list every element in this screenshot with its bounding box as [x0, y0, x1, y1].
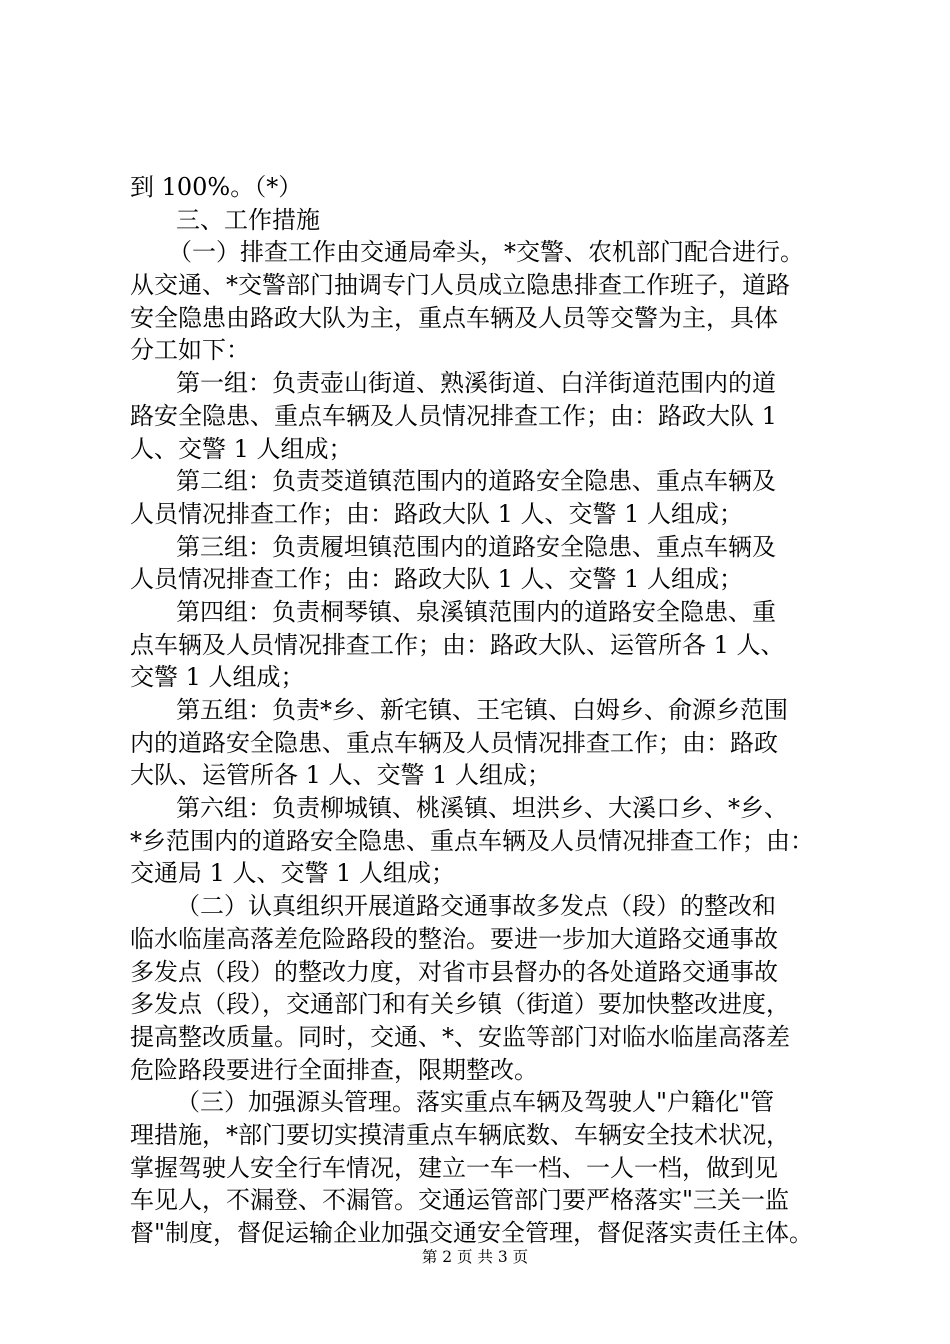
text-line: 车见人，不漏登、不漏管。交通运管部门要严格落实"三关一监 [130, 1186, 790, 1215]
paragraph-start: 第二组：负责茭道镇范围内的道路安全隐患、重点车辆及 [176, 467, 776, 496]
section-heading: 三、工作措施 [176, 205, 320, 234]
paragraph-start: 第一组：负责壶山街道、熟溪街道、白洋街道范围内的道 [176, 369, 776, 398]
text-line: 交通局 1 人、交警 1 人组成； [130, 859, 456, 888]
paragraph-start: （三）加强源头管理。落实重点车辆及驾驶人"户籍化"管 [176, 1088, 775, 1117]
text-line: 多发点（段）的整改力度，对省市县督办的各处道路交通事故 [130, 957, 778, 986]
text-line: 到 100%。（*） [130, 173, 303, 201]
text-line: 从交通、*交警部门抽调专门人员成立隐患排查工作班子，道路 [130, 271, 790, 300]
text-line: 督"制度，督促运输企业加强交通安全管理，督促落实责任主体。 [130, 1219, 814, 1247]
text-line: 交警 1 人组成； [130, 663, 305, 692]
paragraph-start: 第五组：负责*乡、新宅镇、王宅镇、白姆乡、俞源乡范围 [176, 696, 788, 724]
text-line: 人员情况排查工作；由：路政大队 1 人、交警 1 人组成； [130, 499, 744, 528]
text-line: 临水临崖高落差危险路段的整治。要进一步加大道路交通事故 [130, 924, 778, 953]
paragraph-start: 第六组：负责柳城镇、桃溪镇、坦洪乡、大溪口乡、*乡、 [176, 794, 788, 823]
page-footer: 第 2 页 共 3 页 [421, 1248, 529, 1266]
paragraph-start: 第三组：负责履坦镇范围内的道路安全隐患、重点车辆及 [176, 532, 776, 561]
text-line: 危险路段要进行全面排查，限期整改。 [130, 1055, 538, 1084]
document-body [130, 171, 830, 1250]
paragraph-start: （一）排查工作由交通局牵头，*交警、农机部门配合进行。 [168, 238, 804, 267]
text-line: 大队、运管所各 1 人、交警 1 人组成； [130, 761, 552, 790]
text-line: 分工如下： [130, 336, 250, 365]
text-line: 掌握驾驶人安全行车情况，建立一车一档、一人一档，做到见 [130, 1153, 778, 1182]
text-line: 内的道路安全隐患、重点车辆及人员情况排查工作；由：路政 [130, 728, 778, 757]
text-line: 提高整改质量。同时，交通、*、安监等部门对临水临崖高落差 [130, 1022, 790, 1051]
text-line: 理措施，*部门要切实摸清重点车辆底数、车辆安全技术状况， [130, 1120, 790, 1149]
text-line: 人、交警 1 人组成； [130, 434, 353, 463]
text-line: *乡范围内的道路安全隐患、重点车辆及人员情况排查工作；由： [130, 826, 814, 855]
text-line: 安全隐患由路政大队为主，重点车辆及人员等交警为主，具体 [130, 303, 778, 332]
paragraph-start: 第四组：负责桐琴镇、泉溪镇范围内的道路安全隐患、重 [176, 597, 776, 626]
text-line: 多发点（段），交通部门和有关乡镇（街道）要加快整改进度， [130, 990, 790, 1019]
paragraph-start: （二）认真组织开展道路交通事故多发点（段）的整改和 [176, 892, 776, 921]
text-line: 点车辆及人员情况排查工作；由：路政大队、运管所各 1 人、 [130, 630, 785, 659]
text-line: 路安全隐患、重点车辆及人员情况排查工作；由：路政大队 1 [130, 401, 777, 430]
text-line: 人员情况排查工作；由：路政大队 1 人、交警 1 人组成； [130, 565, 744, 594]
